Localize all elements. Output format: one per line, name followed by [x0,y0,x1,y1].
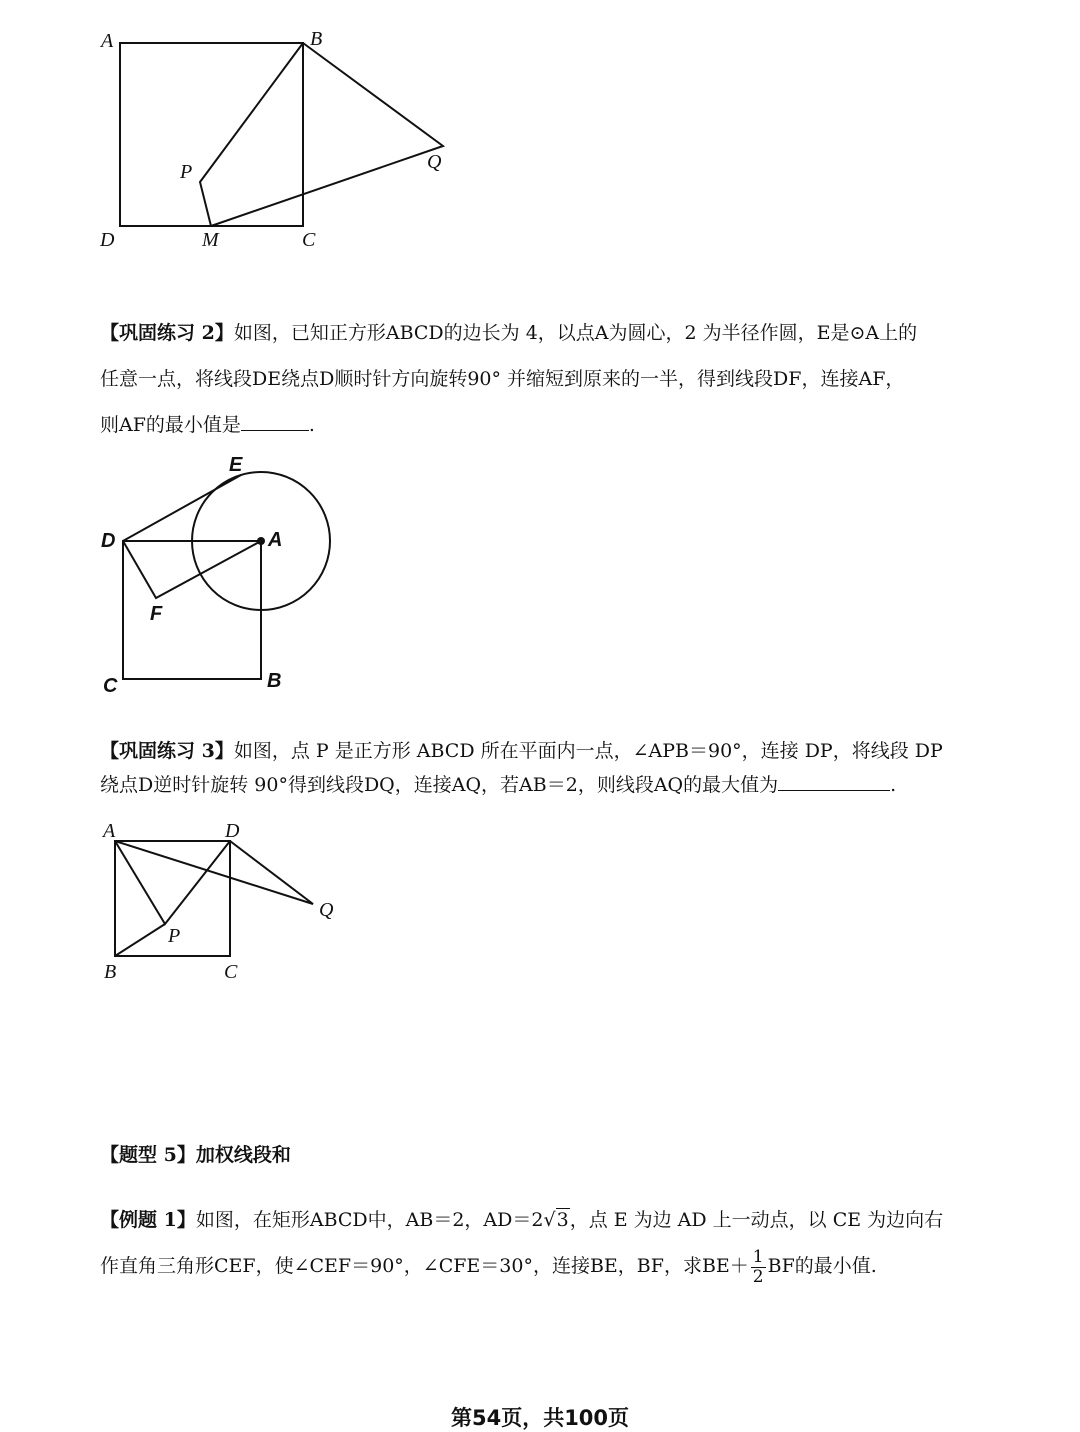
exercise-2-line2: 任意一点，将线段DE绕点D顺时针方向旋转90° 并缩短到原来的一半，得到线段DF，连接AF， [100,368,905,390]
square-dabc [123,541,261,679]
label-c: C [224,961,238,983]
exercise-3-tag: 【巩固练习 3】 [100,740,234,762]
exercise-2 [100,310,990,448]
triangle-aqd [115,841,313,904]
label-p: P [168,925,181,947]
center-point-a [257,537,265,545]
figure-2 [95,450,355,700]
label-c: C [103,675,118,697]
exercise-3-end: . [890,774,897,796]
answer-blank-3 [778,768,890,791]
fraction-denominator: 2 [752,1266,764,1287]
page-footer: 第54页，共100页 [450,1406,630,1430]
section-heading: 【题型 5】加权线段和 [100,1144,291,1166]
label-b: B [267,670,282,692]
exercise-2-line1: 如图，已知正方形ABCD的边长为 4，以点A为圆心，2 为半径作圆，E是⊙A上的 [233,322,918,344]
example-1-line1: 如图，在矩形ABCD中，AB＝2，AD＝ [195,1209,532,1231]
label-c: C [302,229,316,251]
label-a: A [103,820,116,842]
sqrt-expression: 2√3 [531,1209,569,1231]
fraction-numerator: 1 [752,1246,764,1267]
figure-3 [95,818,345,988]
triangle-bqm [211,43,443,226]
label-b: B [310,28,323,50]
exercise-2-tag: 【巩固练习 2】 [100,322,234,344]
exercise-3-line1: 如图，点 P 是正方形 ABCD 所在平面内一点，∠APB＝90°，连接 DP，将线段 DP [233,740,943,762]
segment-de [123,475,241,541]
label-a: A [101,30,114,52]
sqrt-coefficient: 2 [531,1209,544,1231]
label-q: Q [319,899,334,921]
label-p: P [180,161,193,183]
exercise-3 [100,735,990,802]
label-d: D [100,229,115,251]
label-f: F [150,603,163,625]
label-b: B [104,961,117,983]
example-1-tag: 【例题 1】 [100,1209,196,1231]
answer-blank-2 [241,408,309,431]
figure-1 [90,25,470,260]
exercise-3-line2: 绕点D逆时针旋转 90°得到线段DQ，连接AQ，若AB＝2，则线段AQ的最大值为 [100,774,779,796]
square-abcd [120,43,303,226]
example-1 [100,1197,990,1289]
example-1-line1-rest: ，点 E 为边 AD 上一动点，以 CE 为边向右 [569,1209,944,1231]
exercise-2-end: . [308,414,315,436]
label-e: E [229,454,243,476]
label-d: D [101,530,116,552]
label-q: Q [427,151,442,173]
label-m: M [202,229,219,251]
label-d: D [225,820,240,842]
fraction-half [751,1246,766,1287]
label-a: A [268,529,283,551]
segment-apd [115,841,230,924]
segment-bp [115,924,165,956]
example-1-line2-rest: BF的最小值. [767,1255,877,1277]
sqrt-radicand: 3 [556,1209,569,1231]
example-1-line2: 作直角三角形CEF，使∠CEF＝90°，∠CFE＝30°，连接BE，BF，求BE＋ [100,1255,749,1277]
exercise-2-line3: 则AF的最小值是 [100,414,241,436]
